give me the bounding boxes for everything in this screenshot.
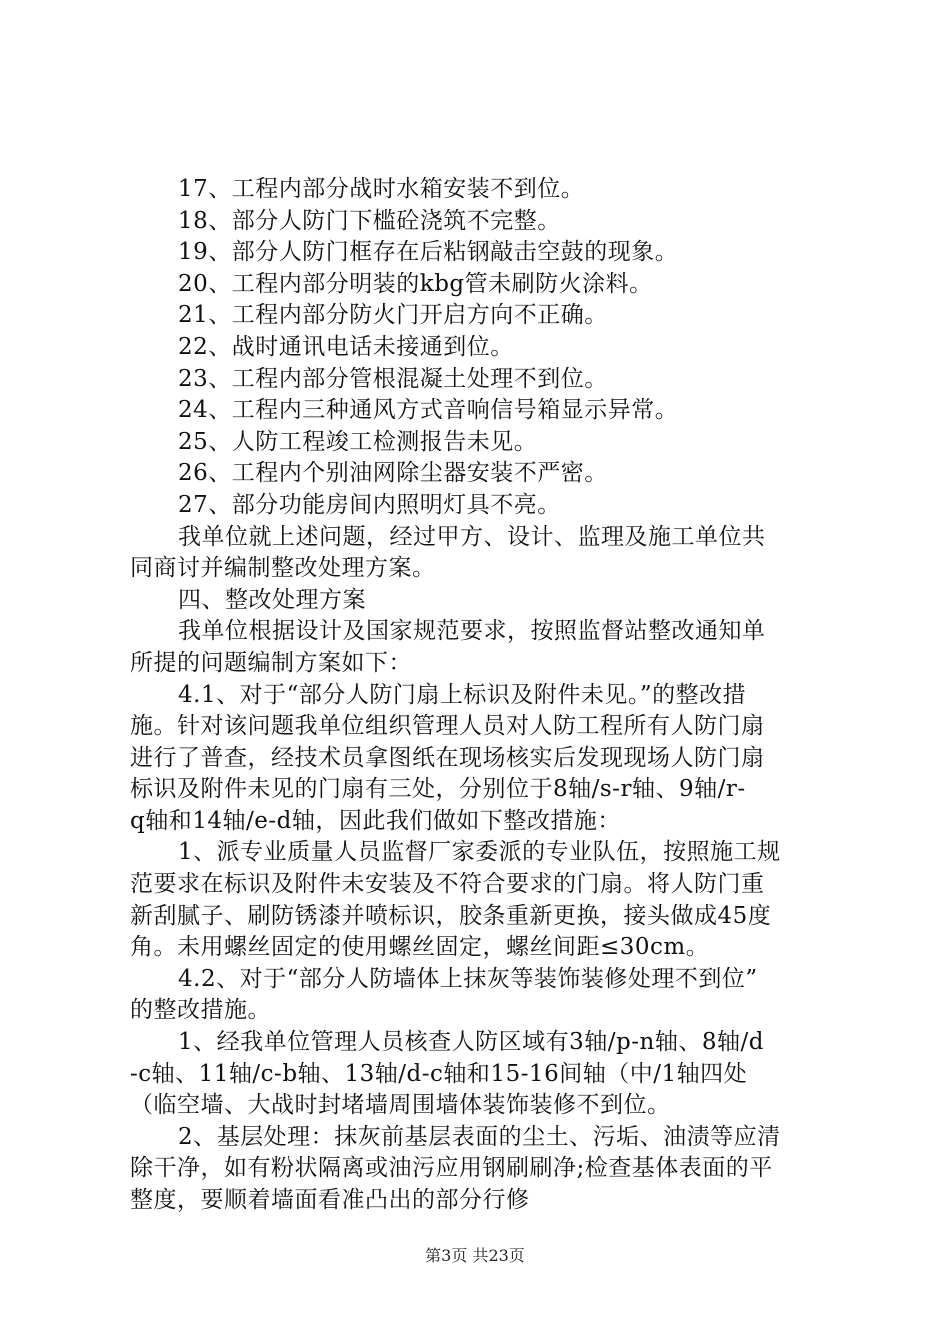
text-line: 整度，要顺着墙面看准凸出的部分行修 [130, 1187, 530, 1213]
text-line: q轴和14轴/e-d轴，因此我们做如下整改措施： [130, 807, 621, 834]
text-line: 26、工程内个别油网除尘器安装不严密。 [178, 460, 608, 487]
text-line: 标识及附件未见的门扇有三处，分别位于8轴/s-r轴、9轴/r- [130, 776, 746, 803]
text-line: 的整改措施。 [130, 997, 271, 1024]
text-line: （临空墙、大战时封堵墙周围墙体装饰装修不到位。 [130, 1092, 671, 1119]
text-line: 4.2、对于“部分人防墙体上抹灰等装饰装修处理不到位” [178, 965, 758, 992]
text-line: 22、战时通讯电话未接通到位。 [178, 333, 514, 360]
text-line: -c轴、11轴/c-b轴、13轴/d-c轴和15-16间轴（中/1轴四处 [130, 1060, 748, 1087]
page-footer: 第3页 共23页 [425, 1246, 525, 1265]
text-line: 21、工程内部分防火门开启方向不正确。 [178, 302, 608, 329]
text-line: 18、部分人防门下槛砼浇筑不完整。 [178, 207, 561, 234]
text-line: 所提的问题编制方案如下： [130, 649, 412, 676]
text-line: 4.1、对于“部分人防门扇上标识及附件未见。”的整改措 [178, 681, 747, 708]
text-line: 除干净，如有粉状隔离或油污应用钢刷刷净;检查基体表面的平 [130, 1155, 773, 1182]
text-line: 27、部分功能房间内照明灯具不亮。 [178, 491, 561, 518]
text-line: 17、工程内部分战时水箱安装不到位。 [178, 176, 585, 202]
text-line: 新刮腻子、刷防锈漆并喷标识，胶条重新更换，接头做成45度 [130, 902, 772, 929]
document-body [130, 174, 830, 1217]
text-line: 20、工程内部分明装的kbg管未刷防火涂料。 [178, 270, 653, 297]
text-line: 23、工程内部分管根混凝土处理不到位。 [178, 365, 608, 392]
text-line: 同商讨并编制整改处理方案。 [130, 555, 436, 582]
text-line: 我单位根据设计及国家规范要求，按照监督站整改通知单 [178, 618, 766, 645]
text-line: 进行了普查，经技术员拿图纸在现场核实后发现现场人防门扇 [130, 744, 765, 771]
text-line: 2、基层处理：抹灰前基层表面的尘土、污垢、油渍等应清 [178, 1123, 781, 1150]
text-line: 范要求在标识及附件未安装及不符合要求的门扇。将人防门重 [130, 871, 765, 898]
text-line: 19、部分人防门框存在后粘钢敲击空鼓的现象。 [178, 239, 679, 266]
text-line: 四、整改处理方案 [178, 586, 366, 613]
text-line: 25、人防工程竣工检测报告未见。 [178, 428, 538, 455]
text-line: 24、工程内三种通风方式音响信号箱显示异常。 [178, 397, 679, 424]
text-line: 施。针对该问题我单位组织管理人员对人防工程所有人防门扇 [130, 713, 765, 740]
text-line: 我单位就上述问题，经过甲方、设计、监理及施工单位共 [178, 523, 766, 550]
text-line: 角。未用螺丝固定的使用螺丝固定，螺丝间距≤30cm。 [130, 934, 710, 961]
text-line: 1、派专业质量人员监督厂家委派的专业队伍，按照施工规 [178, 839, 781, 866]
text-line: 1、经我单位管理人员核查人防区域有3轴/p-n轴、8轴/d [178, 1029, 764, 1056]
